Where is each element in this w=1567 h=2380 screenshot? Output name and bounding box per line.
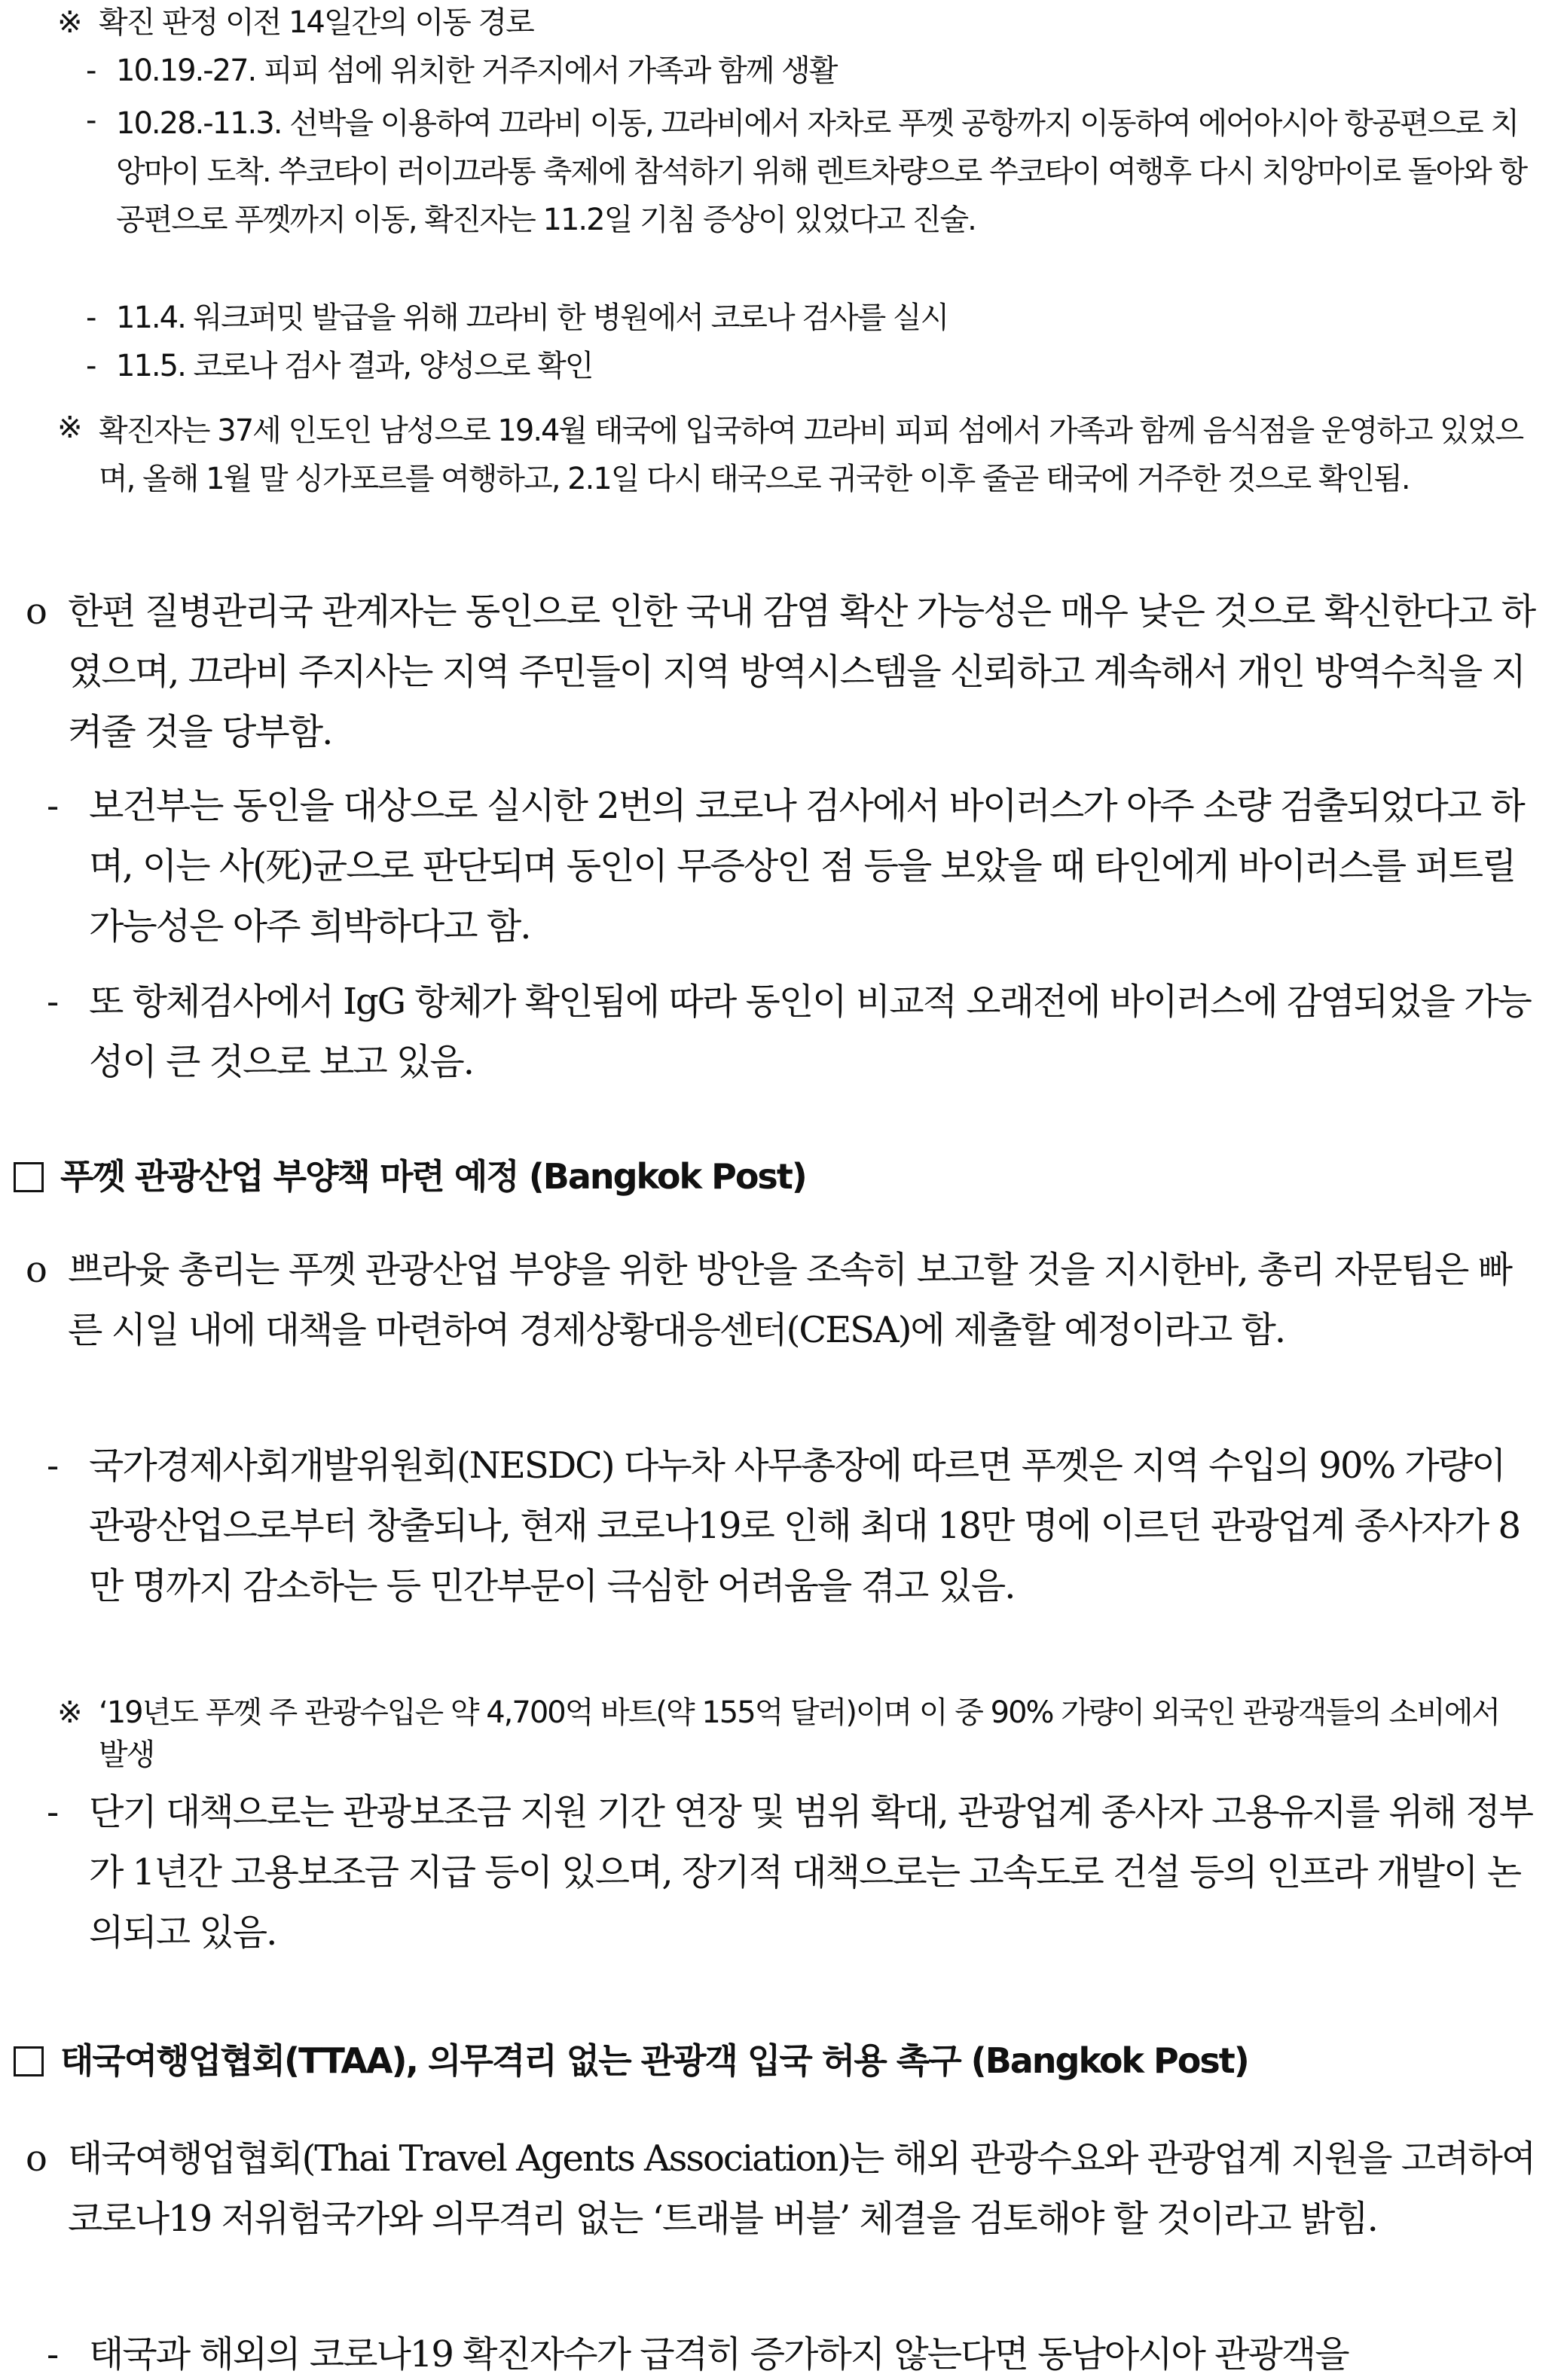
route-note-title: 확진 판정 이전 14일간의 이동 경로 (99, 5, 533, 40)
section-source: (Bangkok Post) (528, 1156, 806, 1197)
route-note (57, 2, 1534, 44)
paragraph-sub: - 보건부는 동인을 대상으로 실시한 2번의 코로나 검사에서 바이러스가 아주 소량 검출되었다고 하며, 이는 사(死)균으로 판단되며 동인이 무증상인 점 등을 보았을 때 타인에게 바이러스를 퍼트릴 가능성은 아주 희박하다고 함. (47, 785, 1524, 947)
section-heading (14, 1154, 1550, 1199)
section-title: 태국여행업협회(TTAA), 의무격리 없는 관광객 입국 허용 촉구 (60, 2040, 961, 2081)
checkbox-square-icon (14, 1162, 44, 1192)
paragraph-phuket: o 쁘라윳 총리는 푸껫 관광산업 부양을 위한 방안을 조속히 보고할 것을 지시한바, 총리 자문팀은 빠른 시일 내에 대책을 마련하여 경제상황대응센터(CESA)에 제출할 예정이라고 함. (26, 1249, 1511, 1351)
section-title: 푸껫 관광산업 부양책 마련 예정 (60, 1156, 518, 1197)
paragraph-sub: - 국가경제사회개발위원회(NESDC) 다누차 사무총장에 따르면 푸껫은 지역 수입의 90% 가량이 관광산업으로부터 창출되나, 현재 코로나19로 인해 최대 18만 명에 이르던 관광업계 종사자가 8만 명까지 감소하는 등 민간부문이 극심한 어려움을 겪고 있음. (47, 1445, 1520, 1607)
note-mark: ※ (57, 5, 81, 40)
paragraph-sub: - 단기 대책으로는 관광보조금 지원 기간 연장 및 범위 확대, 관광업계 종사자 고용유지를 위해 정부가 1년간 고용보조금 지급 등이 있으며, 장기적 대책으로는 고속도로 건설 등의 인프라 개발이 논의되고 있음. (47, 1791, 1532, 1954)
revenue-note: ※ ‘19년도 푸껫 주 관광수입은 약 4,700억 바트(약 155억 달러)이며 이 중 90% 가량이 외국인 관광객들의 소비에서 발생 (57, 1695, 1499, 1772)
section-source: (Bangkok Post) (970, 2040, 1248, 2081)
paragraph-ttaa: o 태국여행업협회(Thai Travel Agents Association)는 해외 관광수요와 관광업계 지원을 고려하여 코로나19 저위험국가와 의무격리 없는 ‘트래블 버블’ 체결을 검토해야 할 것이라고 밝힘. (26, 2137, 1535, 2240)
route-item: - 11.5. 코로나 검사 결과, 양성으로 확인 (86, 349, 593, 383)
paragraph-sub: - 태국과 해외의 코로나19 확진자수가 급격히 증가하지 않는다면 동남아시아 관광객을 (47, 2333, 1349, 2375)
paragraph-sub: - 또 항체검사에서 IgG 항체가 확인됨에 따라 동인이 비교적 오래전에 바이러스에 감염되었을 가능성이 큰 것으로 보고 있음. (47, 981, 1531, 1083)
paragraph-risk: o 한편 질병관리국 관계자는 동인으로 인한 국내 감염 확산 가능성은 매우 낮은 것으로 확신한다고 하였으며, 끄라비 주지사는 지역 주민들이 지역 방역시스템을 신뢰하고 계속해서 개인 방역수칙을 지켜줄 것을 당부함. (26, 590, 1535, 753)
route-item: - 11.4. 워크퍼밋 발급을 위해 끄라비 한 병원에서 코로나 검사를 실시 (86, 301, 948, 335)
section-heading (14, 2038, 1550, 2083)
route-item: - 10.28.-11.3. 선박을 이용하여 끄라비 이동, 끄라비에서 자차로 푸껫 공항까지 이동하여 에어아시아 항공편으로 치앙마이 도착. 쑤코타이 러이끄라통 축제에 참석하기 위해 렌트차량으로 쑤코타이 여행후 다시 치앙마이로 돌아와 항공편으로 푸껫까지 이동, 확진자는 11.2일 기침 증상이 있었다고 진술. (86, 103, 1527, 237)
checkbox-square-icon (14, 2046, 44, 2076)
patient-note: ※ 확진자는 37세 인도인 남성으로 19.4월 태국에 입국하여 끄라비 피피 섬에서 가족과 함께 음식점을 운영하고 있었으며, 올해 1월 말 싱가포르를 여행하고, 2.1일 다시 태국으로 귀국한 이후 줄곧 태국에 거주한 것으로 확인됨. (57, 410, 1523, 496)
route-item: - 10.19.-27. 피피 섬에 위치한 거주지에서 가족과 함께 생활 (86, 53, 837, 88)
